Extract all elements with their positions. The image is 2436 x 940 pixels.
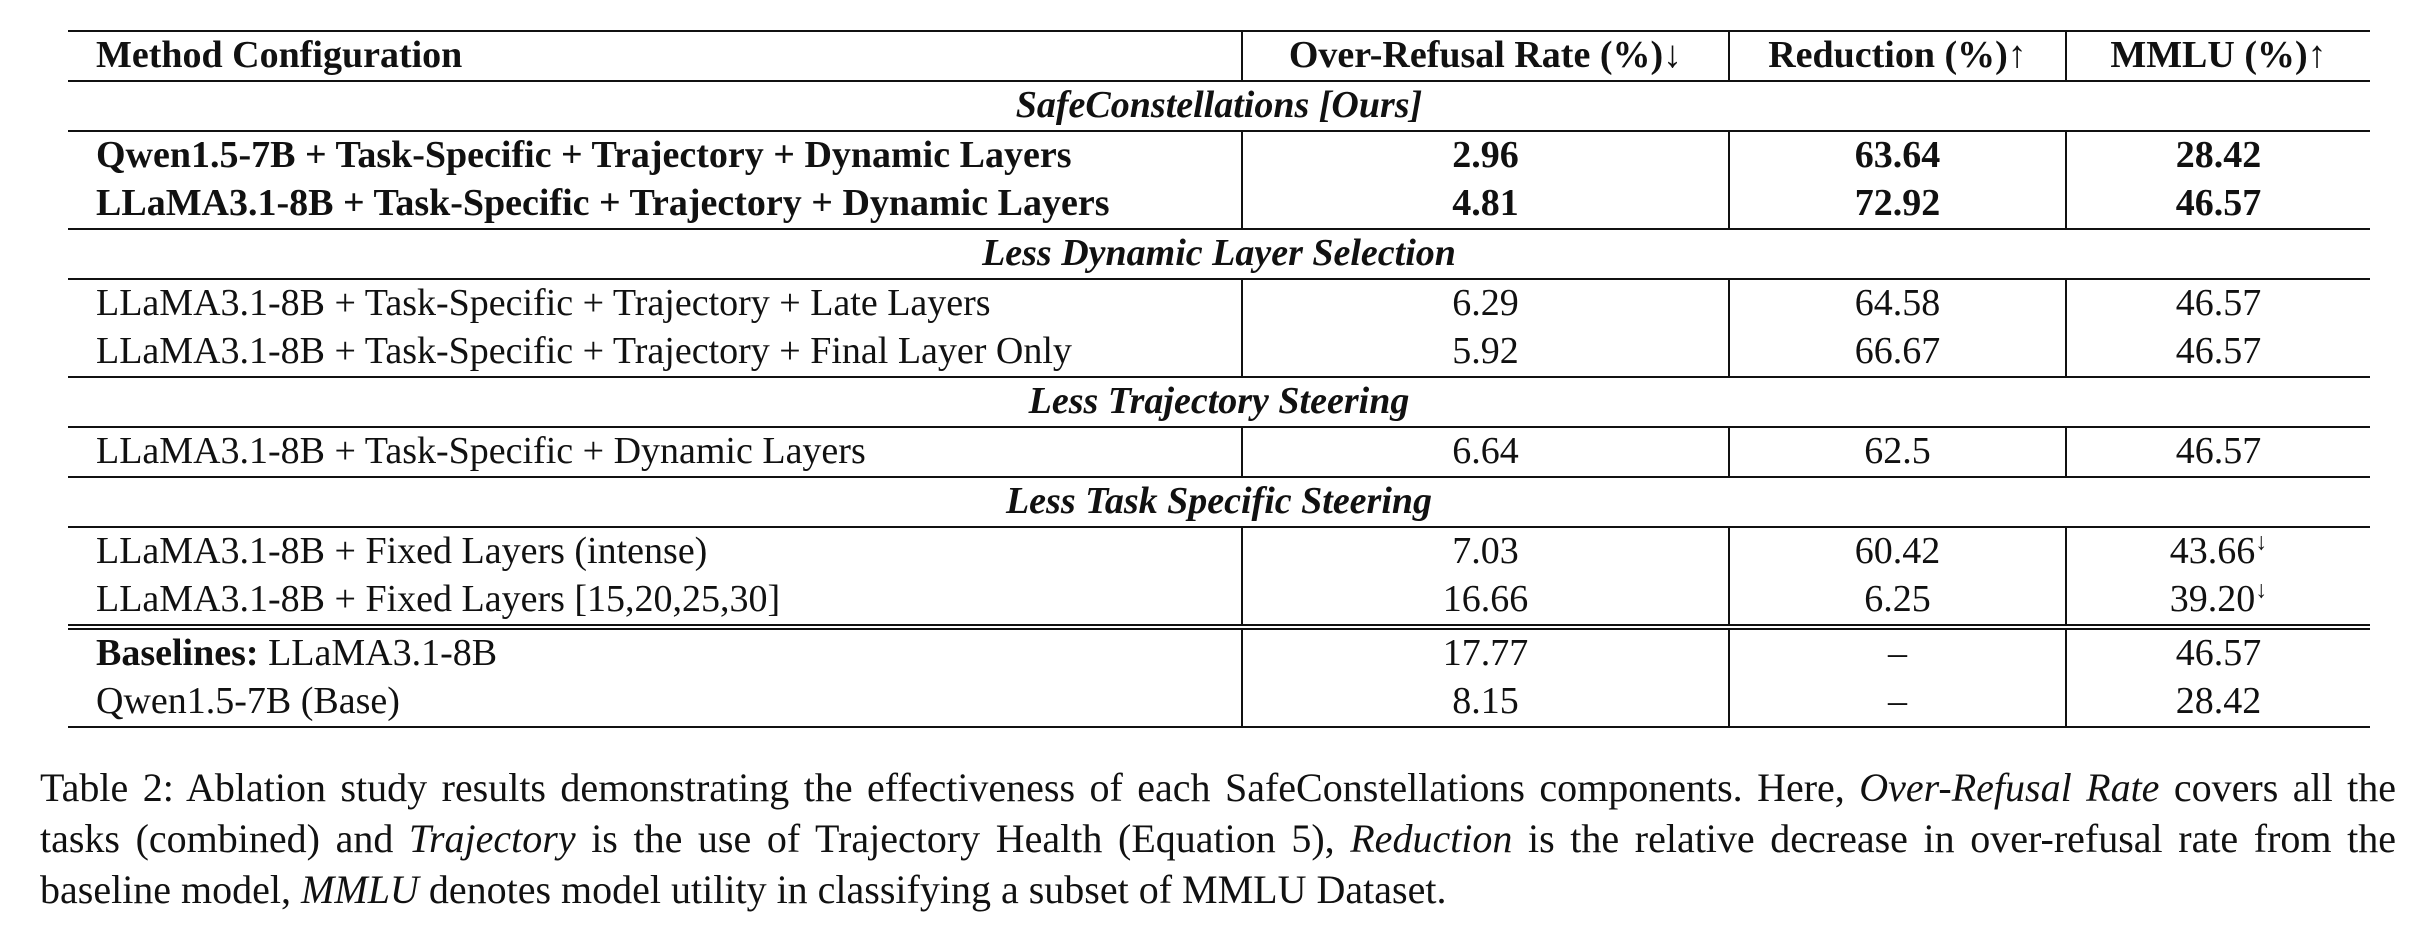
section-row	[68, 377, 2370, 427]
reduction-cell: 60.42	[1729, 527, 2066, 576]
header-mmlu: MMLU (%)↑	[2066, 31, 2370, 81]
over-refusal-cell: 5.92	[1242, 328, 1729, 377]
method-cell: LLaMA3.1-8B + Task-Specific + Dynamic Layers	[68, 427, 1242, 477]
over-refusal-cell: 4.81	[1242, 180, 1729, 229]
table-row	[68, 678, 2370, 727]
section-row	[68, 81, 2370, 131]
table-row	[68, 427, 2370, 477]
reduction-cell: 66.67	[1729, 328, 2066, 377]
reduction-cell: 72.92	[1729, 180, 2066, 229]
mmlu-value: 39.20	[2169, 578, 2256, 621]
caption-term-trajectory: Trajectory	[408, 816, 576, 861]
over-refusal-cell: 6.64	[1242, 427, 1729, 477]
table-caption	[40, 762, 2396, 915]
mmlu-cell: 46.57	[2175, 182, 2262, 225]
method-cell: Qwen1.5-7B (Base)	[68, 678, 1242, 727]
down-arrow-icon: ↓	[2255, 577, 2268, 604]
method-cell: Qwen1.5-7B + Task-Specific + Trajectory + Dynamic Layers	[68, 131, 1242, 180]
caption-term-mmlu: MMLU	[301, 867, 419, 912]
baselines-label: Baselines:	[96, 632, 259, 675]
method-cell	[68, 627, 1242, 678]
section-less-dynamic: Less Dynamic Layer Selection	[68, 229, 2370, 279]
reduction-cell: –	[1729, 678, 2066, 727]
mmlu-cell: 28.42	[2175, 134, 2262, 177]
table-row	[68, 527, 2370, 576]
section-row	[68, 229, 2370, 279]
method-cell: LLaMA3.1-8B + Fixed Layers [15,20,25,30]	[68, 576, 1242, 627]
reduction-cell: 64.58	[1729, 279, 2066, 328]
method-cell: LLaMA3.1-8B + Task-Specific + Trajectory + Final Layer Only	[68, 328, 1242, 377]
caption-text: is the use of Trajectory Health (Equation 5),	[575, 816, 1351, 861]
caption-text: is the relative decrease in over-refusal rate from the baseline model,	[40, 816, 2396, 912]
over-refusal-cell: 8.15	[1242, 678, 1729, 727]
section-less-trajectory: Less Trajectory Steering	[68, 377, 2370, 427]
mmlu-cell: 46.57	[2066, 627, 2370, 678]
table-row	[68, 576, 2370, 627]
ablation-table	[68, 30, 2370, 728]
section-ours: SafeConstellations [Ours]	[68, 81, 2370, 131]
header-method: Method Configuration	[68, 31, 1242, 81]
table-row	[68, 279, 2370, 328]
header-row	[68, 31, 2370, 81]
reduction-cell: 62.5	[1729, 427, 2066, 477]
mmlu-cell	[2066, 576, 2370, 627]
mmlu-value: 43.66	[2169, 530, 2256, 573]
mmlu-cell: 28.42	[2066, 678, 2370, 727]
caption-text: covers all the tasks (combined) and	[40, 765, 2396, 861]
down-arrow-icon: ↓	[2255, 529, 2268, 556]
table-row	[68, 180, 2370, 229]
over-refusal-cell: 7.03	[1242, 527, 1729, 576]
table-row	[68, 328, 2370, 377]
header-reduction: Reduction (%)↑	[1729, 31, 2066, 81]
mmlu-cell	[2066, 527, 2370, 576]
method-cell: LLaMA3.1-8B + Task-Specific + Trajectory + Dynamic Layers	[68, 180, 1242, 229]
table-row	[68, 627, 2370, 678]
mmlu-cell: 46.57	[2175, 282, 2262, 325]
section-row	[68, 477, 2370, 527]
method-cell: LLaMA3.1-8B + Task-Specific + Trajectory + Late Layers	[68, 279, 1242, 328]
over-refusal-cell: 6.29	[1242, 279, 1729, 328]
mmlu-cell: 46.57	[2175, 330, 2262, 373]
over-refusal-cell: 16.66	[1242, 576, 1729, 627]
over-refusal-cell: 2.96	[1242, 131, 1729, 180]
mmlu-cell: 46.57	[2175, 430, 2262, 473]
reduction-cell: 6.25	[1729, 576, 2066, 627]
caption-term-over-refusal: Over-Refusal Rate	[1859, 765, 2160, 810]
header-over-refusal: Over-Refusal Rate (%)↓	[1242, 31, 1729, 81]
caption-suffix: denotes model utility in classifying a subset of MMLU Dataset.	[418, 867, 1447, 912]
method-name: LLaMA3.1-8B	[268, 632, 498, 675]
section-less-task: Less Task Specific Steering	[68, 477, 2370, 527]
over-refusal-cell: 17.77	[1242, 627, 1729, 678]
caption-term-reduction: Reduction	[1350, 816, 1513, 861]
method-cell: LLaMA3.1-8B + Fixed Layers (intense)	[68, 527, 1242, 576]
caption-prefix: Table 2: Ablation study results demonstrating the effectiveness of each SafeConstellations components. Here,	[40, 765, 1860, 810]
reduction-cell: –	[1729, 627, 2066, 678]
reduction-cell: 63.64	[1729, 131, 2066, 180]
table-row	[68, 131, 2370, 180]
